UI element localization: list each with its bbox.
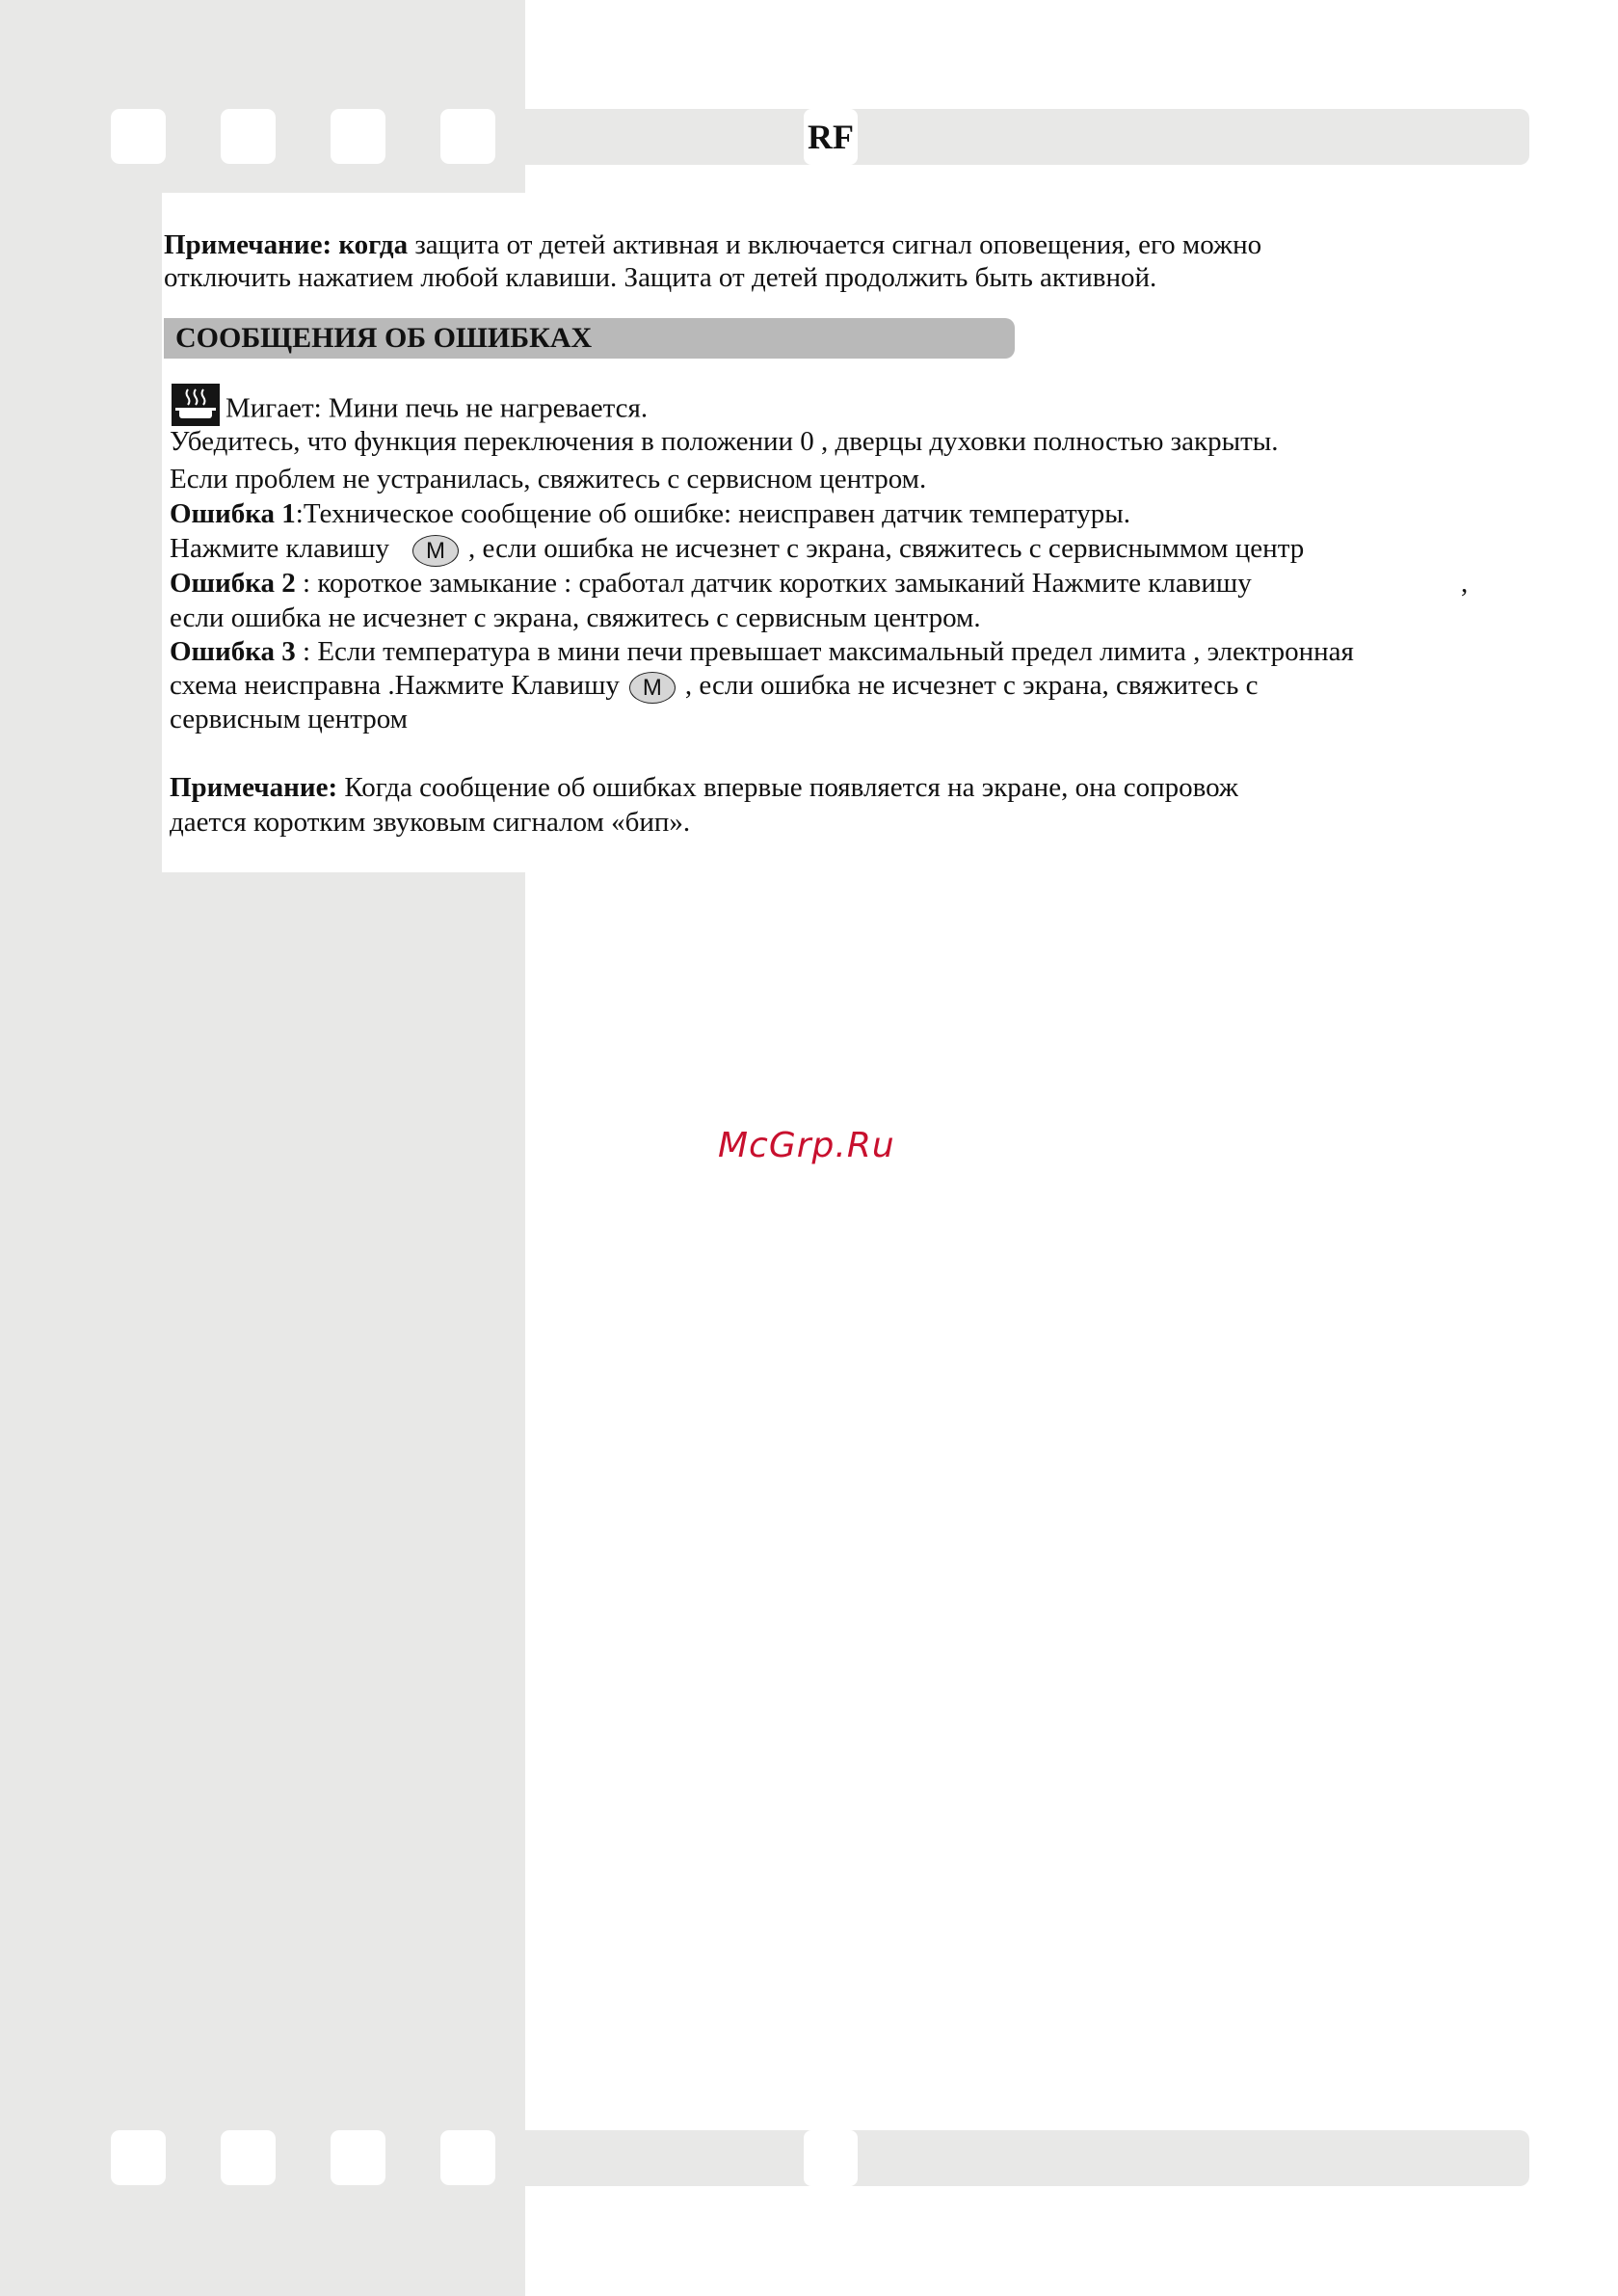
section-title: СООБЩЕНИЯ ОБ ОШИБКАХ [164,318,1015,359]
error-1-after-text: , если ошибка не исчезнет с экрана, свяжитесь с сервисныммом центр [468,533,1305,564]
error-3-line [170,635,1354,668]
note-text: защита от детей активная и включается сигнал оповещения, его можно [408,229,1262,260]
error-1-action-line [170,532,1304,567]
error-3-text: : Если температура в мини печи превышает максимальный предел лимита , электронная [295,636,1354,667]
error-2-comma: , [1461,568,1469,599]
error-1-label: Ошибка 1 [170,498,296,529]
error-3-line-3: сервисным центром [170,704,409,734]
footer-tab-square [440,2130,495,2185]
footer-tab-square [111,2130,166,2185]
note2-label: Примечание: [170,772,338,803]
m-key-icon: M [412,535,459,567]
footer-bar [525,2130,1529,2186]
error-2-label: Ошибка 2 [170,568,296,599]
footer-page-box [804,2130,858,2186]
watermark: McGrp.Ru [718,1126,895,1165]
service-line: Если проблем не устранилась, свяжитесь с сервисном центром. [170,464,927,494]
footer-tab-square [331,2130,385,2185]
error-3-text-b: , если ошибка не исчезнет с экрана, свяжитесь с [684,670,1259,701]
note2-text: Когда сообщение об ошибках впервые появляется на экране, она сопровож [337,772,1238,803]
header-bar [525,109,1529,165]
header-tab-square [111,109,166,164]
note-line-1 [164,228,1261,261]
language-code: RF [804,109,858,165]
flash-text: Мигает: Мини печь не нагревается. [225,392,649,424]
press-key-text: Нажмите клавишу [170,533,389,564]
error-1-text: :Техническое сообщение об ошибке: неисправен датчик температуры. [295,498,1131,529]
header-tab-square [440,109,495,164]
error-1-line [170,497,1130,530]
error-2-text: : короткое замыкание : сработал датчик коротких замыканий Нажмите клавишу [295,568,1252,599]
error-3-line-2 [170,669,1259,704]
error-3-text-a: схема неисправна .Нажмите Клавишу [170,670,620,701]
note2-line-2: дается коротким звуковым сигналом «бип». [170,807,691,838]
error-3-label: Ошибка 3 [170,636,296,667]
note-line-2: отключить нажатием любой клавиши. Защита от детей продолжить быть активной. [164,262,1157,293]
note2-line-1 [170,771,1238,804]
error-2-line-2: если ошибка не исчезнет с экрана, свяжитесь с сервисным центром. [170,602,981,633]
footer-tab-square [221,2130,276,2185]
check-line: Убедитесь, что функция переключения в положении 0 , дверцы духовки полностью закрыты. [170,426,1279,457]
header-tab-square [221,109,276,164]
note-label: Примечание: когда [164,229,409,260]
oven-heating-icon [172,384,220,426]
m-key-icon: M [629,672,676,704]
header-tab-square [331,109,385,164]
error-2-line [170,567,1252,600]
